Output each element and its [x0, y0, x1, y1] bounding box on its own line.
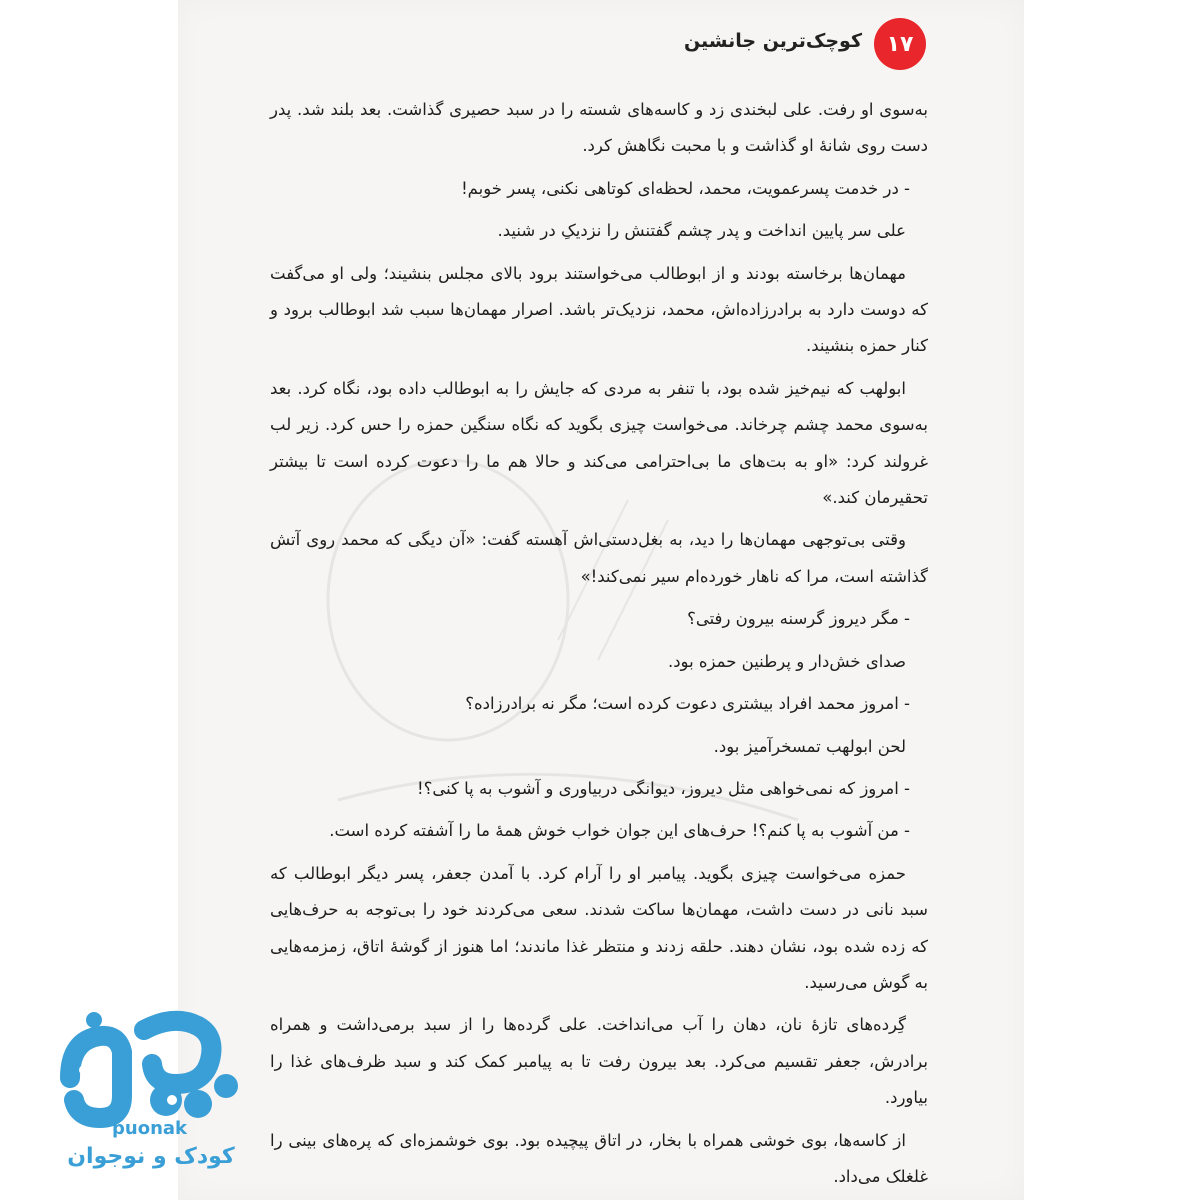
paragraph: وقتی بی‌توجهی مهمان‌ها را دید، به بغل‌دستی‌اش آهسته گفت: «آن دیگی که محمد روی آتش گذاشته است، مرا که ناهار خورده‌ام سیر نمی‌کند!»	[270, 530, 928, 586]
page-number-badge: ۱۷	[874, 18, 926, 70]
dialogue-line: - من آشوب به پا کنم؟! حرف‌های این جوان خواب خوش همهٔ ما را آشفته کرده است.	[329, 821, 910, 841]
dialogue-line: - مگر دیروز گرسنه بیرون رفتی؟	[687, 609, 910, 629]
book-page	[178, 0, 1024, 1200]
dialogue-line: - در خدمت پسرعمویت، محمد، لحظه‌ای کوتاهی نکنی، پسر خوبم!	[461, 178, 910, 198]
puonak-logo	[48, 1000, 248, 1190]
paragraph: مهمان‌ها برخاسته بودند و از ابوطالب می‌خواستند برود بالای مجلس بنشیند؛ ولی او می‌گفت که دوست دارد به برادرزاده‌اش، محمد، نزدیک‌تر باشد. اصرار مهمان‌ها سبب شد ابوطالب برود و کنار حمزه بنشیند.	[270, 263, 928, 356]
paragraph: حمزه می‌خواست چیزی بگوید. پیامبر او را آرام کرد. با آمدن جعفر، پسر دیگر ابوطالب که سبد نانی در دست داشت، مهمان‌ها ساکت شدند. سعی می‌کردند خود را بی‌توجه به حرف‌هایی که زده شده بود، نشان دهند. حلقه زدند و منتظر غذا ماندند؛ اما هنوز از گوشهٔ اتاق، زمزمه‌هایی به گوش می‌رسید.	[270, 863, 928, 992]
paragraph: به‌سوی او رفت. علی لبخندی زد و کاسه‌های شسته را در سبد حصیری گذاشت. بعد بلند شد. پدر دست روی شانهٔ او گذاشت و با محبت نگاهش کرد.	[270, 100, 928, 156]
body-text	[270, 92, 928, 1201]
puonak-wordmark-icon	[48, 1000, 248, 1130]
paragraph: گِرده‌های تازهٔ نان، دهان را آب می‌انداخت. علی گرده‌ها را از سبد برمی‌داشت و همراه برادرش، جعفر تقسیم می‌کرد. بعد بیرون رفت تا به پیامبر کمک کند و سبد ظرف‌های غذا را بیاورد.	[270, 1015, 928, 1108]
dialogue-line: - امروز که نمی‌خواهی مثل دیروز، دیوانگی دربیاوری و آشوب به پا کنی؟!	[416, 778, 910, 798]
dialogue-line: - امروز محمد افراد بیشتری دعوت کرده است؛ مگر نه برادرزاده؟	[465, 694, 910, 714]
paragraph: از کاسه‌ها، بوی خوشی همراه با بخار، در اتاق پیچیده بود. بوی خوشمزه‌ای که پره‌های بینی را غلغلک می‌داد.	[270, 1130, 928, 1186]
logo-subtitle: کودک و نوجوان	[67, 1144, 235, 1169]
paragraph: لحن ابولهب تمسخرآمیز بود.	[713, 736, 906, 756]
paragraph: ابولهب که نیم‌خیز شده بود، با تنفر به مردی که جایش را به ابوطالب داده بود، نگاه کرد. بعد به‌سوی محمد چشم چرخاند. می‌خواست چیزی بگوید که نگاه سنگین حمزه را حس کرد. زیر لب غرولند کرد: «او به بت‌های ما بی‌احترامی می‌کند و حالا هم ما را دعوت کرده است تا بیشتر تحقیرمان کند.»	[270, 378, 928, 508]
paragraph: صدای خش‌دار و پرطنین حمزه بود.	[667, 651, 906, 671]
logo-latin-text: puonak	[112, 1118, 187, 1139]
page-header	[683, 18, 926, 74]
running-title: کوچک‌ترین جانشین	[683, 30, 862, 52]
paragraph: علی سر پایین انداخت و پدر چشم گفتنش را نزدیکِ در شنید.	[497, 221, 906, 241]
